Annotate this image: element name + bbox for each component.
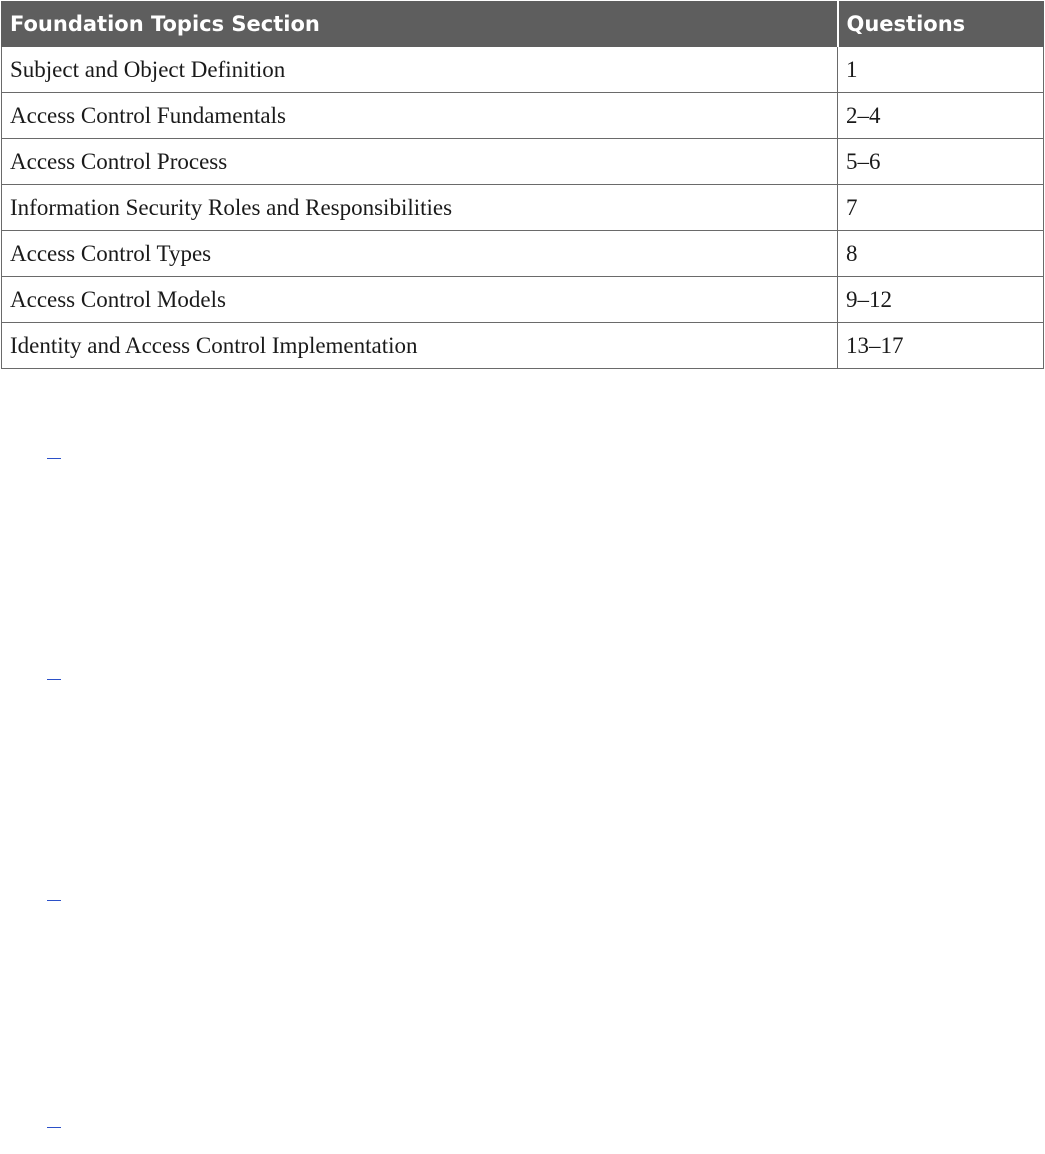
- questions-cell: 1: [838, 47, 1044, 93]
- section-cell: Access Control Process: [2, 139, 838, 185]
- questions-cell: 13–17: [838, 323, 1044, 369]
- section-cell: Subject and Object Definition: [2, 47, 838, 93]
- table-row: [2, 231, 1044, 277]
- question-link-marker-3[interactable]: [47, 900, 61, 901]
- foundation-topics-table-container: [1, 1, 1043, 369]
- header-questions: Questions: [838, 2, 1044, 47]
- table-row: [2, 323, 1044, 369]
- questions-cell: 8: [838, 231, 1044, 277]
- questions-cell: 5–6: [838, 139, 1044, 185]
- questions-cell: 7: [838, 185, 1044, 231]
- section-cell: Identity and Access Control Implementation: [2, 323, 838, 369]
- header-section: Foundation Topics Section: [2, 2, 838, 47]
- table-header-row: [2, 2, 1044, 47]
- question-link-marker-4[interactable]: [47, 1127, 61, 1128]
- section-cell: Access Control Fundamentals: [2, 93, 838, 139]
- table-row: [2, 139, 1044, 185]
- section-cell: Information Security Roles and Responsibilities: [2, 185, 838, 231]
- questions-cell: 2–4: [838, 93, 1044, 139]
- foundation-topics-table: [1, 1, 1044, 369]
- table-row: [2, 277, 1044, 323]
- question-link-marker-1[interactable]: [47, 458, 61, 459]
- table-row: [2, 185, 1044, 231]
- question-link-marker-2[interactable]: [47, 679, 61, 680]
- section-cell: Access Control Models: [2, 277, 838, 323]
- table-row: [2, 47, 1044, 93]
- section-cell: Access Control Types: [2, 231, 838, 277]
- table-row: [2, 93, 1044, 139]
- questions-cell: 9–12: [838, 277, 1044, 323]
